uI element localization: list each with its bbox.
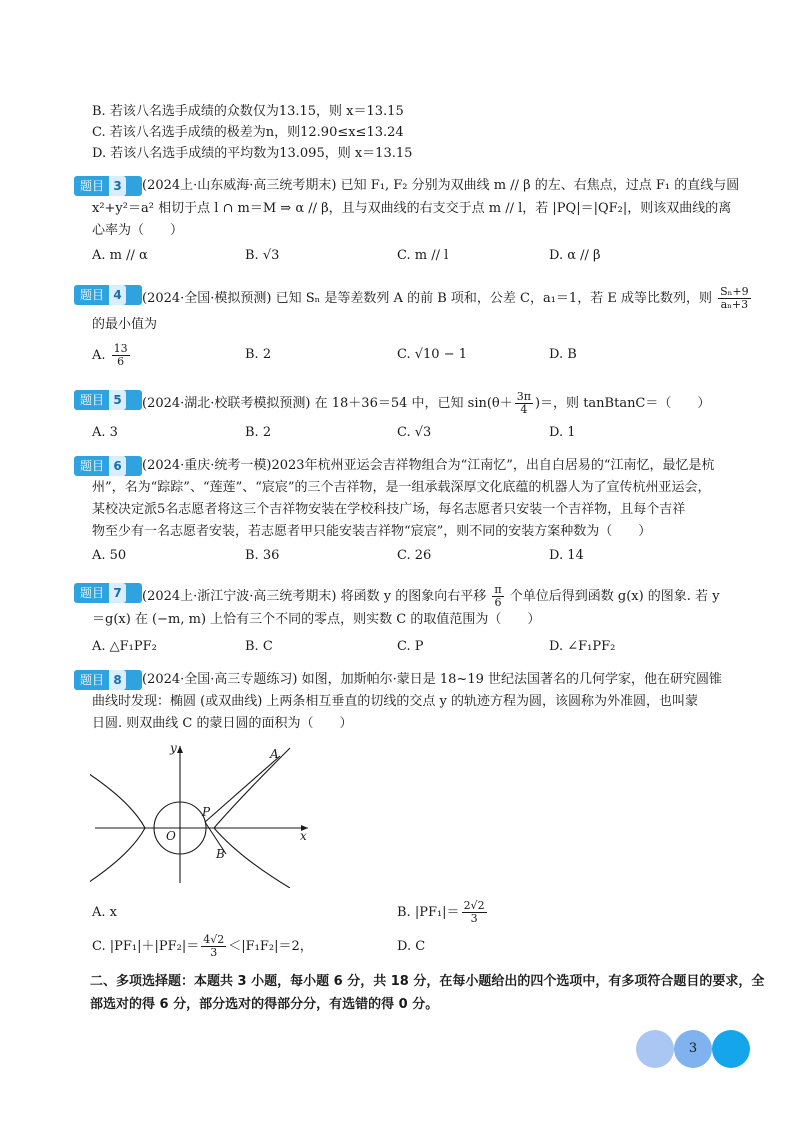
q5-pre: (2024·湖北·校联考模拟预测) 在 18＋36＝54 中，已知 sin(θ＋ bbox=[142, 396, 513, 411]
prev-option-d: D. 若该八名选手成绩的平均数为13.095，则 x＝13.15 bbox=[92, 146, 413, 161]
badge-label: 题目 bbox=[80, 179, 105, 193]
label-a: A bbox=[270, 747, 279, 761]
label-p: P bbox=[202, 805, 211, 819]
prev-option-b: B. 若该八名选手成绩的众数仅为13.15，则 x＝13.15 bbox=[92, 104, 404, 119]
q8-option-a: A. x bbox=[92, 905, 117, 920]
q4-fraction bbox=[718, 286, 751, 311]
question-badge-8 bbox=[74, 670, 142, 690]
q8-option-c-prefix: C. |PF₁|＋|PF₂|＝ bbox=[92, 939, 200, 954]
q7-line2: ＝g(x) 在 (−m, m) 上恰有三个不同的零点，则实数 C 的取值范围为（ ） bbox=[92, 612, 541, 627]
q4-option-c: C. √10 − 1 bbox=[397, 347, 468, 362]
page-circle-right bbox=[712, 1030, 750, 1068]
badge-number: 5 bbox=[109, 390, 126, 410]
q3-option-d: D. α // β bbox=[549, 248, 601, 263]
label-x: x bbox=[300, 829, 307, 843]
q4-frac-num: Sₙ+9 bbox=[720, 285, 749, 298]
badge-number: 7 bbox=[109, 583, 126, 603]
q5-option-b: B. 2 bbox=[245, 425, 272, 440]
q8-option-b bbox=[397, 900, 489, 925]
q6-line1: (2024·重庆·统考一模)2023年杭州亚运会吉祥物组合为“江南忆”，出自白居易的“江南忆，最忆是杭 bbox=[142, 458, 715, 473]
q4-line1 bbox=[142, 286, 753, 311]
q8-option-d: D. C bbox=[397, 939, 426, 954]
q6-option-a: A. 50 bbox=[92, 548, 127, 563]
q3-option-c: C. m // l bbox=[397, 248, 449, 263]
q4-line2: 的最小值为 bbox=[92, 317, 158, 332]
q8-c-den: 3 bbox=[210, 946, 218, 959]
q4-option-a-frac bbox=[112, 343, 130, 368]
q8-line2: 曲线时发现：椭圆 (或双曲线) 上两条相互垂直的切线的交点 y 的轨迹方程为圆，该圆称为外准圆，也叫蒙 bbox=[92, 694, 699, 709]
q7-post: 个单位后得到函数 g(x) 的图象. 若 y bbox=[509, 589, 720, 604]
q8-option-c-frac bbox=[201, 934, 226, 959]
page-circle-left bbox=[636, 1030, 674, 1068]
q4-a-num: 13 bbox=[113, 342, 128, 355]
q8-line1: (2024·全国·高三专题练习) 如图，加斯帕尔·蒙日是 18~19 世纪法国著名的几何学家，他在研究圆锥 bbox=[142, 672, 722, 687]
q4-option-d: D. B bbox=[549, 347, 577, 362]
badge-label: 题目 bbox=[80, 393, 105, 407]
label-b: B bbox=[216, 847, 225, 861]
q3-line1: (2024上·山东威海·高三统考期末) 已知 F₁, F₂ 分别为双曲线 m // β 的左、右焦点，过点 F₁ 的直线与圆 bbox=[142, 178, 740, 193]
tangent-line-a bbox=[205, 756, 280, 822]
q7-fraction bbox=[492, 584, 503, 609]
q3-option-b: B. √3 bbox=[245, 248, 280, 263]
badge-number: 8 bbox=[109, 670, 126, 690]
q6-line3: 某校决定派5名志愿者将这三个吉祥物安装在学校科技广场，每名志愿者只安装一个吉祥物，且每个吉祥 bbox=[92, 502, 686, 517]
q8-c-num: 4√2 bbox=[203, 933, 225, 946]
badge-number: 3 bbox=[109, 176, 126, 196]
question-badge-6 bbox=[74, 456, 142, 476]
q3-line3: 心率为（ ） bbox=[92, 223, 184, 238]
q5-frac-num: 3π bbox=[516, 390, 531, 403]
q6-option-c: C. 26 bbox=[397, 548, 432, 563]
q5-frac-den: 4 bbox=[520, 403, 528, 416]
q8-b-num: 2√2 bbox=[463, 899, 485, 912]
q4-frac-den: aₙ+3 bbox=[720, 298, 749, 311]
question-badge-7 bbox=[74, 583, 142, 603]
question-badge-5 bbox=[74, 390, 142, 410]
q6-line2: 州”，名为“踪踪”、“莲莲”、“宸宸”的三个吉祥物，是一组承载深厚文化底蕴的机器人为了宣传杭州亚运会， bbox=[92, 480, 711, 495]
y-axis-arrow bbox=[177, 746, 183, 753]
badge-label: 题目 bbox=[80, 586, 105, 600]
label-o: O bbox=[166, 829, 176, 843]
q3-option-a: A. m // α bbox=[92, 248, 148, 263]
q7-option-a: A. △F₁PF₂ bbox=[92, 639, 157, 654]
q5-option-a: A. 3 bbox=[92, 425, 118, 440]
section-header-line1: 二、多项选择题：本题共 3 小题，每小题 6 分，共 18 分，在每小题给出的四个选项中，有多项符合题目的要求，全 bbox=[90, 974, 765, 989]
q8-b-den: 3 bbox=[470, 912, 478, 925]
label-y: y bbox=[170, 741, 177, 755]
q8-option-b-frac bbox=[462, 900, 487, 925]
q7-option-b: B. C bbox=[245, 639, 273, 654]
q5-option-c: C. √3 bbox=[397, 425, 432, 440]
hyperbola-right-branch bbox=[214, 748, 290, 888]
prev-option-c: C. 若该八名选手成绩的极差为n，则12.90≤x≤13.24 bbox=[92, 125, 404, 140]
q7-option-d: D. ∠F₁PF₂ bbox=[549, 639, 616, 654]
q8-line3: 日圆. 则双曲线 C 的蒙日圆的面积为（ ） bbox=[92, 716, 353, 731]
q8-option-b-prefix: B. |PF₁|＝ bbox=[397, 905, 460, 920]
q7-pre: (2024上·浙江宁波·高三统考期末) 将函数 y 的图象向右平移 bbox=[142, 589, 487, 604]
q4-line1-text: (2024·全国·模拟预测) 已知 Sₙ 是等差数列 A 的前 B 项和，公差 C，a₁＝1，若 E 成等比数列，则 bbox=[142, 291, 712, 306]
q6-option-d: D. 14 bbox=[549, 548, 584, 563]
question-badge-4 bbox=[74, 285, 142, 305]
q7-frac-num: π bbox=[494, 583, 502, 596]
q5-option-d: D. 1 bbox=[549, 425, 576, 440]
q4-option-a-prefix: A. bbox=[92, 348, 106, 363]
badge-label: 题目 bbox=[80, 288, 105, 302]
q7-option-c: C. P bbox=[397, 639, 424, 654]
q3-line2: x²+y²＝a² 相切于点 l ∩ m＝M ⇒ α // β，且与双曲线的右支交于点 m // l，若 |PQ|＝|QF₂|，则该双曲线的离 bbox=[92, 201, 732, 216]
q6-line4: 物至少有一名志愿者安装，若志愿者甲只能安装吉祥物“宸宸”，则不同的安装方案种数为（ ） bbox=[92, 524, 652, 539]
question-badge-3 bbox=[74, 176, 142, 196]
badge-label: 题目 bbox=[80, 459, 105, 473]
q5-line1 bbox=[142, 391, 710, 416]
q8-option-c-post: ＜|F₁F₂|＝2， bbox=[228, 939, 313, 954]
page-number-badge bbox=[636, 1030, 752, 1068]
q6-option-b: B. 36 bbox=[245, 548, 280, 563]
q5-fraction bbox=[515, 391, 533, 416]
q7-line1 bbox=[142, 584, 720, 609]
section-header-line2: 部选对的得 6 分，部分选对的得部分分，有选错的得 0 分。 bbox=[90, 997, 439, 1012]
badge-number: 6 bbox=[109, 456, 126, 476]
badge-label: 题目 bbox=[80, 673, 105, 687]
q4-a-den: 6 bbox=[117, 355, 125, 368]
page-number: 3 bbox=[674, 1030, 712, 1068]
badge-number: 4 bbox=[109, 285, 126, 305]
q4-option-b: B. 2 bbox=[245, 347, 272, 362]
q5-post: )＝，则 tanBtanC＝（ ） bbox=[534, 396, 711, 411]
q7-frac-den: 6 bbox=[494, 596, 502, 609]
q4-option-a bbox=[92, 343, 132, 368]
hyperbola-figure bbox=[90, 738, 320, 888]
q8-option-c bbox=[92, 934, 313, 959]
